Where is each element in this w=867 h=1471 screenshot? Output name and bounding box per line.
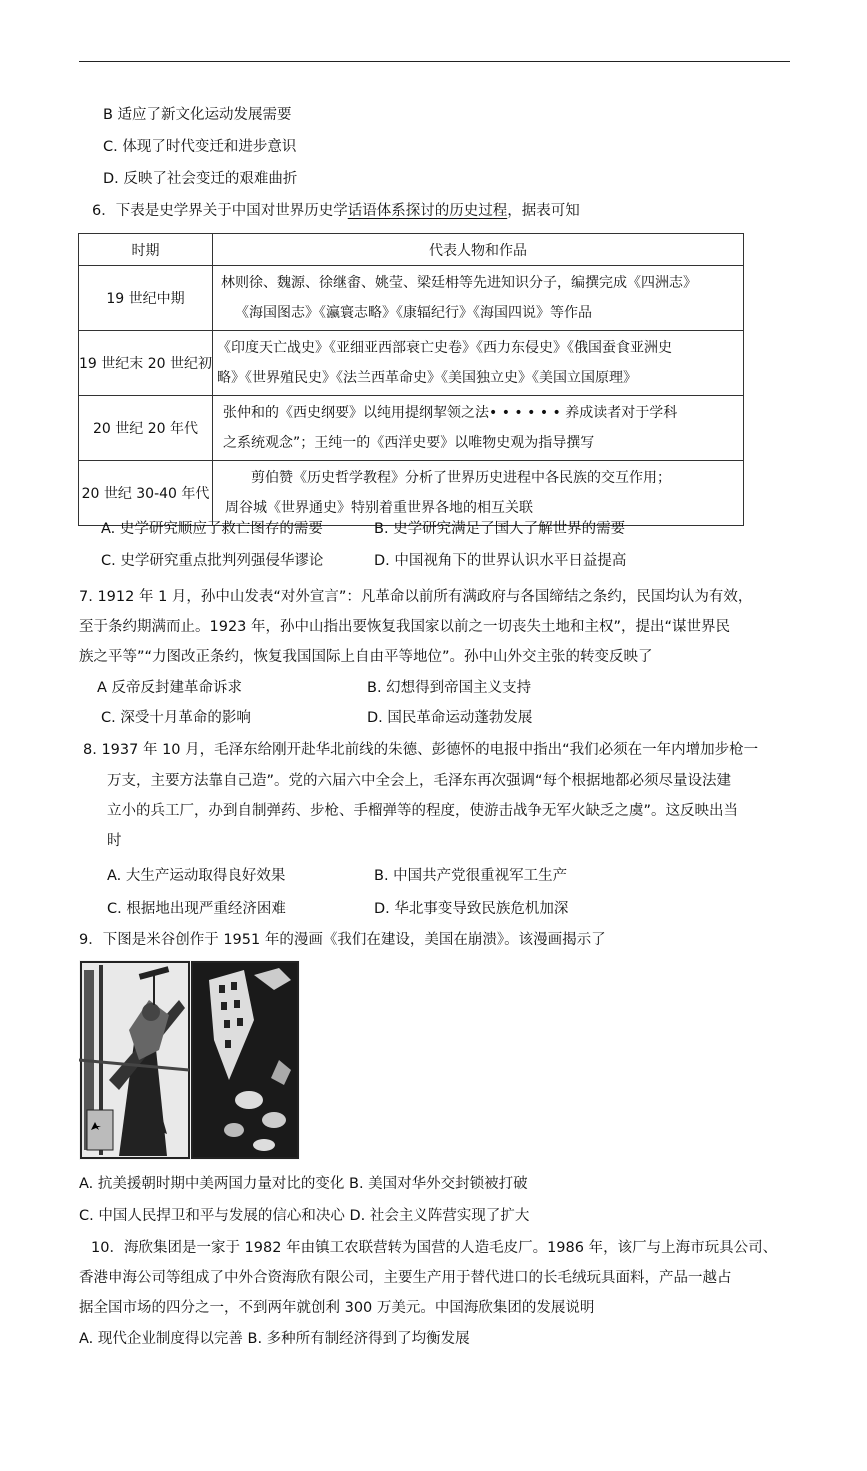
- works-line: 之系统观念”；王纯一的《西洋史要》以唯物史观为指导撰写: [222, 435, 595, 451]
- q9-stem: 9．下图是米谷创作于 1951 年的漫画《我们在建设，美国在崩溃》。该漫画揭示了: [79, 932, 606, 948]
- q10-stem-line: 10．海欣集团是一家于 1982 年由镇工农联营转为国营的人造毛皮厂。1986 年，该厂与上海市玩具公司、: [91, 1240, 778, 1256]
- construction-panel: [79, 962, 189, 1158]
- q8-option-a: A. 大生产运动取得良好效果: [107, 868, 286, 884]
- table-row: [79, 461, 744, 526]
- works-cell: [212, 461, 743, 526]
- works-line: 《印度天亡战史》《亚细亚西部衰亡史卷》《西力东侵史》《俄国蚕食亚洲史: [216, 340, 672, 356]
- header-rule: [79, 61, 790, 62]
- header-works: 代表人物和作品: [212, 234, 743, 266]
- table-header-row: [79, 234, 744, 266]
- works-cell: [212, 396, 743, 461]
- works-cell: [212, 266, 743, 331]
- table-row: [79, 396, 744, 461]
- q10-options-ab: A. 现代企业制度得以完善 B. 多种所有制经济得到了均衡发展: [79, 1331, 470, 1347]
- q8-stem-line: 万支，主要方法靠自己造”。党的六届六中全会上，毛泽东再次强调“每个根据地都必须尽量设法建: [107, 773, 732, 789]
- q6-stem-tail: ，据表可知: [507, 203, 580, 219]
- works-line: 《海国图志》《瀛寰志略》《康辐纪行》《海国四说》等作品: [234, 305, 592, 321]
- works-line: 剪伯赞《历史哲学教程》分析了世界历史进程中各民族的交互作用；: [250, 470, 671, 486]
- works-line: 略》《世界殖民史》《法兰西革命史》《美国独立史》《美国立国原理》: [216, 370, 637, 386]
- q8-stem-line: 时: [107, 833, 122, 849]
- q5-option-b: B 适应了新文化运动发展需要: [103, 107, 292, 123]
- works-line: 周谷城《世界通史》特别着重世界各地的相互关联: [224, 500, 533, 516]
- q5-option-c: C. 体现了时代变迁和进步意识: [103, 139, 297, 155]
- header-period: 时期: [79, 234, 213, 266]
- works-line: 林则徐、魏源、徐继畬、姚莹、梁廷枏等先进知识分子，编撰完成《四洲志》: [220, 275, 697, 291]
- period-cell: 19 世纪末 20 世纪初: [79, 331, 213, 396]
- q6-stem: [92, 201, 580, 221]
- works-cell: [212, 331, 743, 396]
- works-line: 张仲和的《西史纲要》以纯用提纲挈领之法• • • • • • 养成读者对于学科: [222, 405, 678, 421]
- period-cell: 19 世纪中期: [79, 266, 213, 331]
- q6-option-c: C. 史学研究重点批判列强侵华谬论: [101, 553, 324, 569]
- period-cell: 20 世纪 30-40 年代: [79, 461, 213, 526]
- history-table: [78, 233, 744, 526]
- q7-option-d: D. 国民革命运动蓬勃发展: [367, 710, 533, 726]
- q7-option-b: B. 幻想得到帝国主义支持: [367, 680, 532, 696]
- q8-option-c: C. 根据地出现严重经济困难: [107, 901, 286, 917]
- q7-stem-line: 7. 1912 年 1 月，孙中山发表“对外宣言”：凡革命以前所有满政府与各国缔结之条约，民国均认为有效，: [79, 589, 753, 605]
- cartoon-image: [79, 960, 300, 1160]
- table-row: [79, 331, 744, 396]
- period-cell: 20 世纪 20 年代: [79, 396, 213, 461]
- q7-stem-line: 族之平等”“力图改正条约，恢复我国国际上自由平等地位”。孙中山外交主张的转变反映了: [79, 649, 653, 665]
- q6-option-a: A. 史学研究顺应了救亡图存的需要: [101, 521, 323, 537]
- q10-stem-line: 据全国市场的四分之一，不到两年就创利 300 万美元。中国海欣集团的发展说明: [79, 1300, 595, 1316]
- q7-stem-line: 至于条约期满而止。1923 年，孙中山指出要恢复我国家以前之一切丧失土地和主权”，提出“谋世界民: [79, 619, 731, 635]
- q8-stem-line: 8. 1937 年 10 月，毛泽东给刚开赴华北前线的朱德、彭德怀的电报中指出“我们必须在一年内增加步枪一: [83, 742, 759, 758]
- q8-stem-line: 立小的兵工厂，办到自制弹药、步枪、手榴弹等的程度，使游击战争无军火缺乏之虞”。这反映出当: [107, 803, 739, 819]
- q9-options-ab: A. 抗美援朝时期中美两国力量对比的变化 B. 美国对华外交封锁被打破: [79, 1176, 528, 1192]
- q6-option-d: D. 中国视角下的世界认识水平日益提高: [374, 553, 627, 569]
- collapse-panel: [192, 962, 298, 1158]
- q6-option-b: B. 史学研究满足了国人了解世界的需要: [374, 521, 626, 537]
- q6-stem-underlined: 话语体系探讨的历史过程: [347, 203, 508, 219]
- q10-stem-line: 香港申海公司等组成了中外合资海欣有限公司，主要生产用于替代进口的长毛绒玩具面料，产品一越占: [79, 1270, 732, 1286]
- q8-option-b: B. 中国共产党很重视军工生产: [374, 868, 568, 884]
- q8-option-d: D. 华北事变导致民族危机加深: [374, 901, 569, 917]
- q9-options-cd: C. 中国人民捍卫和平与发展的信心和决心 D. 社会主义阵营实现了扩大: [79, 1208, 530, 1224]
- table-row: [79, 266, 744, 331]
- q6-stem-text: 6．下表是史学界关于中国对世界历史学: [92, 203, 348, 219]
- q7-option-a: A 反帝反封建革命诉求: [97, 680, 243, 696]
- q5-option-d: D. 反映了社会变迁的艰难曲折: [103, 171, 298, 187]
- q7-option-c: C. 深受十月革命的影响: [101, 710, 251, 726]
